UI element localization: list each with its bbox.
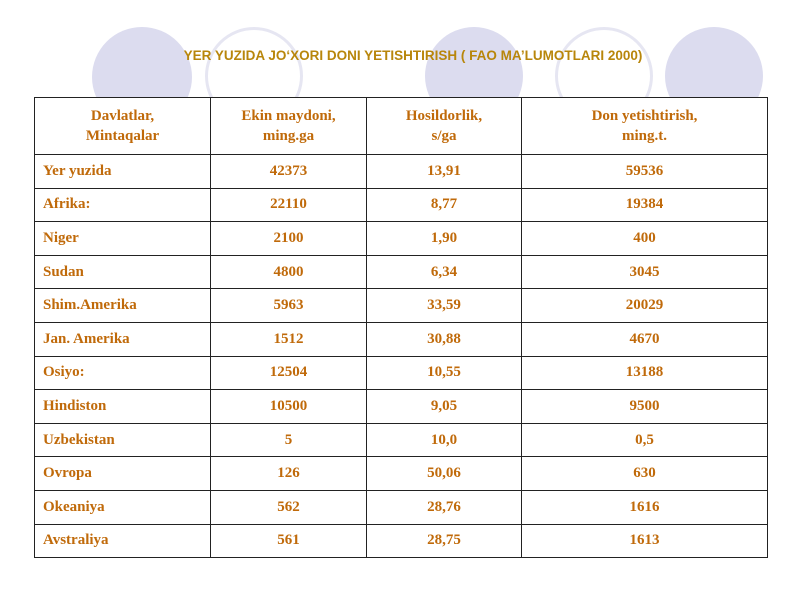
cell-production: 400 bbox=[522, 222, 768, 256]
table-row bbox=[35, 255, 768, 289]
cell-name: Niger bbox=[35, 222, 211, 256]
cell-production: 20029 bbox=[522, 289, 768, 323]
cell-area: 4800 bbox=[211, 255, 367, 289]
cell-name: Avstraliya bbox=[35, 524, 211, 558]
cell-yield: 9,05 bbox=[367, 390, 522, 424]
cell-yield: 1,90 bbox=[367, 222, 522, 256]
cell-name: Ovropa bbox=[35, 457, 211, 491]
header-yield: Hosildorlik, s/ga bbox=[367, 98, 522, 155]
table-row bbox=[35, 155, 768, 189]
cell-name: Afrika: bbox=[35, 188, 211, 222]
cell-area: 1512 bbox=[211, 322, 367, 356]
cell-name: Sudan bbox=[35, 255, 211, 289]
cell-yield: 13,91 bbox=[367, 155, 522, 189]
table-row bbox=[35, 524, 768, 558]
cell-yield: 10,0 bbox=[367, 423, 522, 457]
cell-production: 19384 bbox=[522, 188, 768, 222]
cell-area: 5963 bbox=[211, 289, 367, 323]
cell-production: 59536 bbox=[522, 155, 768, 189]
table-row bbox=[35, 490, 768, 524]
cell-area: 5 bbox=[211, 423, 367, 457]
header-country: Davlatlar, Mintaqalar bbox=[35, 98, 211, 155]
cell-yield: 50,06 bbox=[367, 457, 522, 491]
data-table bbox=[34, 97, 768, 558]
cell-name: Yer yuzida bbox=[35, 155, 211, 189]
cell-yield: 30,88 bbox=[367, 322, 522, 356]
cell-name: Uzbekistan bbox=[35, 423, 211, 457]
cell-area: 126 bbox=[211, 457, 367, 491]
table-row bbox=[35, 188, 768, 222]
cell-area: 2100 bbox=[211, 222, 367, 256]
table-row bbox=[35, 289, 768, 323]
cell-production: 1616 bbox=[522, 490, 768, 524]
cell-yield: 28,76 bbox=[367, 490, 522, 524]
cell-area: 10500 bbox=[211, 390, 367, 424]
cell-production: 3045 bbox=[522, 255, 768, 289]
table-header-row bbox=[35, 98, 768, 155]
cell-name: Okeaniya bbox=[35, 490, 211, 524]
cell-yield: 28,75 bbox=[367, 524, 522, 558]
cell-name: Hindiston bbox=[35, 390, 211, 424]
table-row bbox=[35, 322, 768, 356]
table-row bbox=[35, 390, 768, 424]
cell-production: 4670 bbox=[522, 322, 768, 356]
table-row bbox=[35, 457, 768, 491]
table-row bbox=[35, 423, 768, 457]
cell-name: Osiyo: bbox=[35, 356, 211, 390]
cell-name: Jan. Amerika bbox=[35, 322, 211, 356]
table-row bbox=[35, 356, 768, 390]
cell-production: 13188 bbox=[522, 356, 768, 390]
cell-yield: 6,34 bbox=[367, 255, 522, 289]
cell-production: 9500 bbox=[522, 390, 768, 424]
header-production: Don yetishtirish, ming.t. bbox=[522, 98, 768, 155]
cell-production: 0,5 bbox=[522, 423, 768, 457]
cell-area: 12504 bbox=[211, 356, 367, 390]
cell-yield: 33,59 bbox=[367, 289, 522, 323]
cell-area: 561 bbox=[211, 524, 367, 558]
header-area: Ekin maydoni, ming.ga bbox=[211, 98, 367, 155]
page-title: YER YUZIDA JO‘XORI DONI YETISHTIRISH ( FAO MA’LUMOTLARI 2000) bbox=[183, 48, 643, 63]
table-row bbox=[35, 222, 768, 256]
cell-production: 630 bbox=[522, 457, 768, 491]
cell-production: 1613 bbox=[522, 524, 768, 558]
cell-area: 22110 bbox=[211, 188, 367, 222]
cell-name: Shim.Amerika bbox=[35, 289, 211, 323]
cell-yield: 10,55 bbox=[367, 356, 522, 390]
cell-area: 562 bbox=[211, 490, 367, 524]
cell-yield: 8,77 bbox=[367, 188, 522, 222]
cell-area: 42373 bbox=[211, 155, 367, 189]
